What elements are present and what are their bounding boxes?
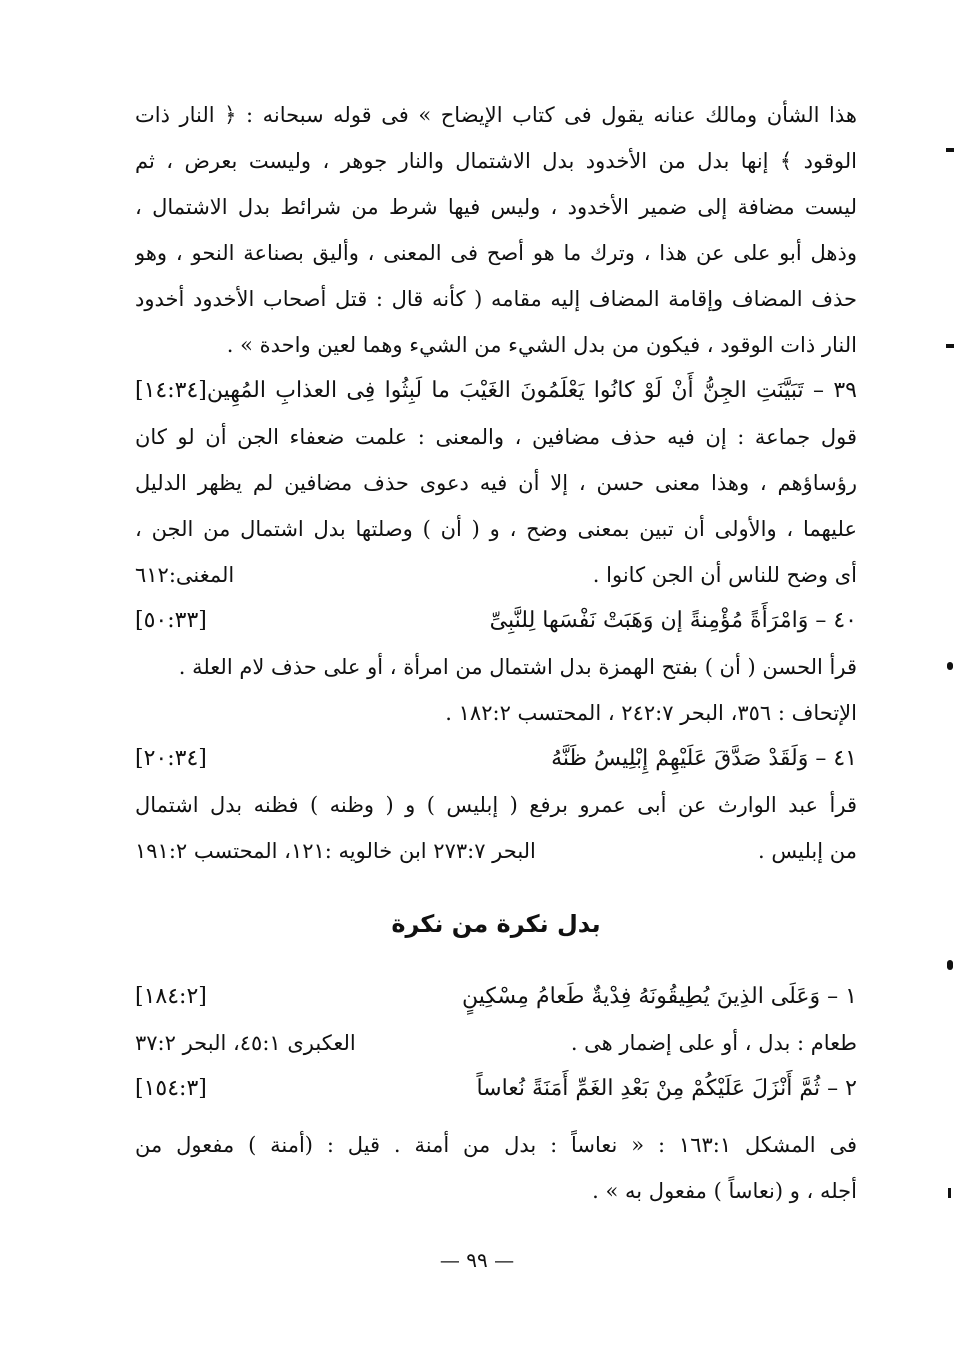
source-reference: المغنى:٦١٢ xyxy=(135,563,235,587)
commentary-text: من إبليس . xyxy=(757,839,857,863)
text-line: حذف المضاف وإقامة المضاف إليه مقامه ( كأنه قال : قتل أصحاب الأخدود أخدود xyxy=(135,287,857,311)
commentary-line: رؤساؤهم ، وهذا معنى حسن ، إلا أن فيه دعوى حذف مضافين لم يظهر الدليل xyxy=(135,471,857,495)
commentary-line-with-ref xyxy=(135,1020,857,1066)
verse-40 xyxy=(135,598,857,644)
commentary-text: طعام : بدل ، أو على إضمار هى . xyxy=(570,1031,857,1055)
commentary-line-with-ref xyxy=(135,552,857,598)
text-line: هذا الشأن ومالك عنانه يقول فى كتاب الإيضاح » فى قوله سبحانه : ﴿ النار ذات xyxy=(135,103,857,127)
commentary-line-with-ref xyxy=(135,828,857,874)
source-reference: العكبرى ٤٥:١، البحر ٣٧:٢ xyxy=(135,1031,356,1055)
verse-reference: [٢٠:٣٤] xyxy=(135,746,207,771)
verse-text: ٤١ – وَلَقَدْ صَدَّقَ عَلَيْهِمْ إِبْلِيسُ ظَنَّهُ xyxy=(551,746,857,771)
verse-reference: [٥٠:٣٣] xyxy=(135,608,207,633)
scan-edge-mark xyxy=(946,148,954,152)
commentary-line: قول جماعة : إن فيه حذف مضافين ، والمعنى : علمت ضعفاء الجن أن لو كان xyxy=(135,425,857,449)
commentary-line: فى المشكل ١٦٣:١ : « نعاساً : بدل من أمنة . قيل : (أمنة ) مفعول من xyxy=(135,1133,857,1157)
scan-edge-mark xyxy=(947,960,953,970)
commentary-line: أجله ، و (نعاساً ) مفعول به » . xyxy=(592,1179,857,1203)
verse-text: ١ – وَعَلَى الذِينَ يُطِيقُونَهُ فِدْيةٌ طَعامُ مِسْكِينٍ xyxy=(462,984,857,1009)
commentary-text: أى وضح للناس أن الجن كانوا . xyxy=(592,563,857,587)
scan-edge-mark xyxy=(948,1188,951,1198)
section-heading: بدل نكرة من نكرة xyxy=(391,910,601,938)
commentary-line: عليهما ، والأولى أن تبين بمعنى وضح ، و ( أن ) وصلتها بدل اشتمال من الجن ، xyxy=(135,517,857,541)
verse-39: ٣٩ – تَبَيَّنَتِ الجِنُّ أَنْ لَوْ كانُوا يَعْلَمُونَ الغَيْبَ ما لَبِثُوا فِى العذابِ المُهِين[١٤:٣٤] xyxy=(135,378,857,403)
text-line: وذهل أبو على عن هذا ، وترك ما هو أصح فى المعنى ، وأليق بصناعة النحو ، وهو xyxy=(135,241,857,265)
page-body xyxy=(135,92,857,1214)
scan-edge-mark xyxy=(946,344,954,348)
verse-text: ٢ – ثُمَّ أَنْزَلَ عَلَيْكُمْ مِنْ بَعْدِ الغَمِّ أَمَنَةً نُعاساً xyxy=(476,1076,857,1101)
verse-reference: [١٥٤:٣] xyxy=(135,1076,207,1101)
source-reference: الإتحاف : ٣٥٦، البحر ٢٤٢:٧ ، المحتسب ١٨٢:٢ . xyxy=(445,701,857,725)
verse-reference: [١٨٤:٢] xyxy=(135,984,207,1009)
commentary-line: قرأ عبد الوارث عن أبى عمرو برفع ( إبليس ) و ( وظنه ) فظنه بدل اشتمال xyxy=(135,793,857,817)
page-number: — ٩٩ — xyxy=(439,1248,515,1272)
scan-edge-mark xyxy=(947,662,953,670)
text-line: الوقود ﴾ إنها بدل من الأخدود بدل الاشتمال والنار جوهر ، وليست بعرض ، ثم xyxy=(135,149,857,173)
source-reference: البحر ٢٧٣:٧ ابن خالويه :١٢١، المحتسب ١٩١:٢ xyxy=(135,839,536,863)
verse-text: ٤٠ – وَامْرَأَةً مُؤْمِنةً إن وَهَبَتْ نَفْسَها لِلنَّبِىِّ xyxy=(489,608,857,633)
verse-41 xyxy=(135,736,857,782)
verse-1 xyxy=(135,974,857,1020)
text-line: النار ذات الوقود ، فيكون من بدل الشيء من الشيء وهما لعين واحدة » . xyxy=(226,333,857,357)
verse-2 xyxy=(135,1066,857,1112)
text-line: ليست مضافة إلى ضمير الأخدود ، وليس فيها شرط من شرائط بدل الاشتمال ، xyxy=(135,195,857,219)
commentary-line: قرأ الحسن ( أن ) بفتح الهمزة بدل اشتمال من امرأة ، أو على حذف لام العلة . xyxy=(178,655,857,679)
